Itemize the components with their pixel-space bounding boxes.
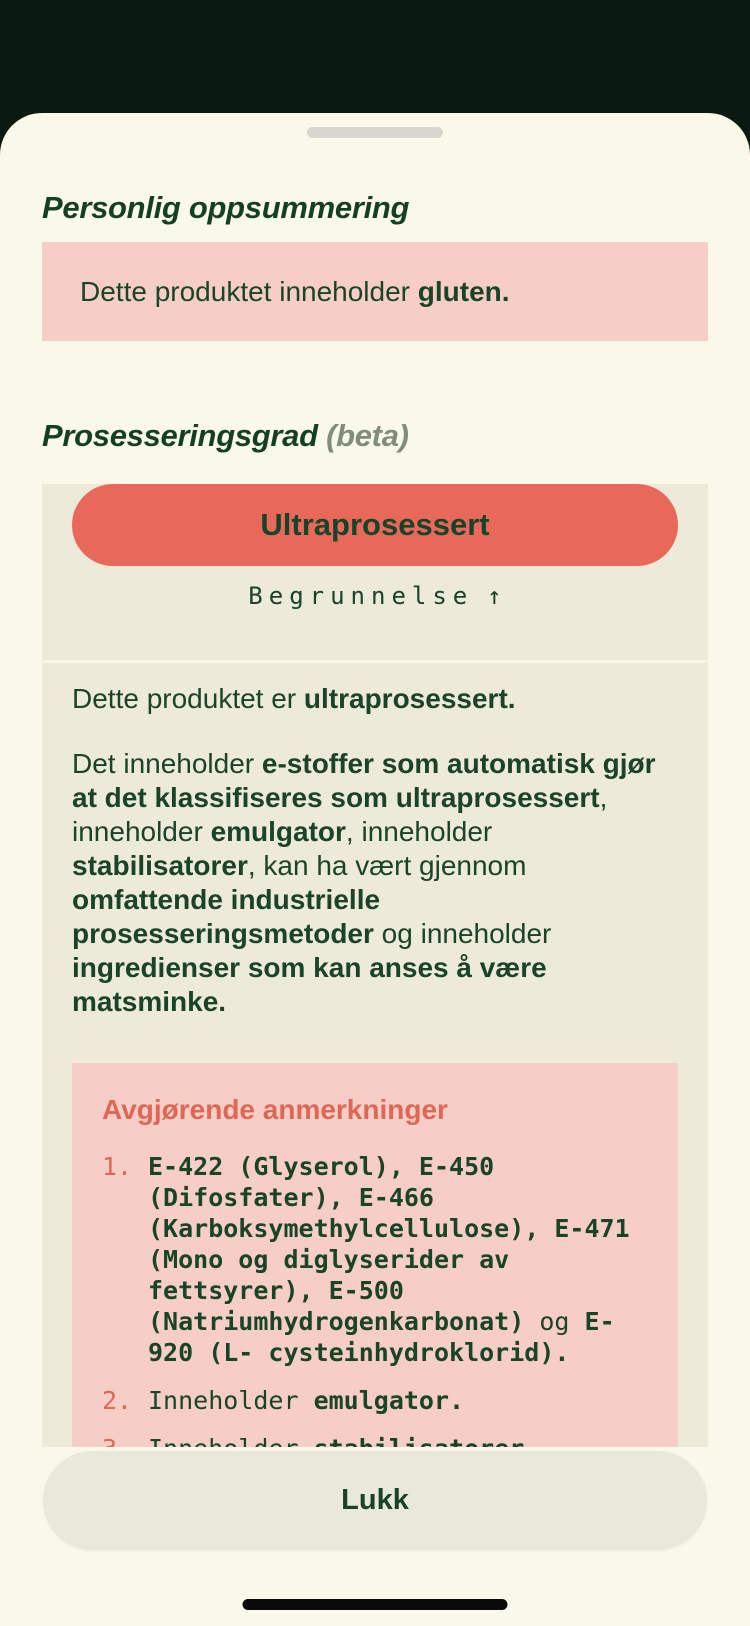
note-item-number: 2. <box>102 1386 133 1415</box>
note-item <box>102 1151 648 1368</box>
note-item-text: Inneholder emulgator. <box>148 1386 465 1415</box>
beta-tag: (beta) <box>326 418 409 453</box>
processing-level-badge: Ultraprosessert <box>72 484 678 566</box>
processing-section-title <box>42 418 708 454</box>
personal-summary-title: Personlig oppsummering <box>42 190 410 225</box>
processing-title-text: Prosesseringsgrad <box>42 418 318 453</box>
note-item-text: E-422 (Glyserol), E-450 (Difosfater), E-466 (Karboksymethylcellulose), E-471 (Mono og diglyserider av fettsyrer), E-500 (Natriumhydrogenkarbonat) og E-920 (L- cysteinhydroklorid). <box>148 1152 630 1367</box>
close-button[interactable]: Lukk <box>43 1451 707 1550</box>
card-divider <box>42 660 708 663</box>
bottom-sheet <box>0 113 750 1626</box>
processing-explanation: Det inneholder e-stoffer som automatisk gjør at det klassifiseres som ultraprosessert, inneholder emulgator, inneholder stabilisatorer, kan ha vært gjennom omfattende industrielle prosesseringsmetoder og inneholder ingredienser som kan anses å være matsminke. <box>72 748 656 1017</box>
note-item-number: 1. <box>102 1152 133 1181</box>
decisive-notes-box <box>72 1063 678 1494</box>
arrow-up-icon: ↑ <box>487 582 502 610</box>
home-indicator[interactable] <box>243 1599 508 1610</box>
decisive-notes-title: Avgjørende anmerkninger <box>102 1094 448 1125</box>
reason-toggle-label: Begrunnelse <box>248 582 474 610</box>
notes-list <box>102 1151 648 1464</box>
sheet-scroll-content[interactable] <box>0 113 750 1447</box>
gluten-alert-box <box>42 242 708 341</box>
processing-statement: Dette produktet er ultraprosessert. <box>72 683 516 714</box>
reason-toggle-button[interactable] <box>72 574 678 618</box>
note-item <box>102 1385 648 1416</box>
gluten-alert-text: Dette produktet inneholder gluten. <box>80 275 510 307</box>
processing-card <box>42 484 708 1524</box>
